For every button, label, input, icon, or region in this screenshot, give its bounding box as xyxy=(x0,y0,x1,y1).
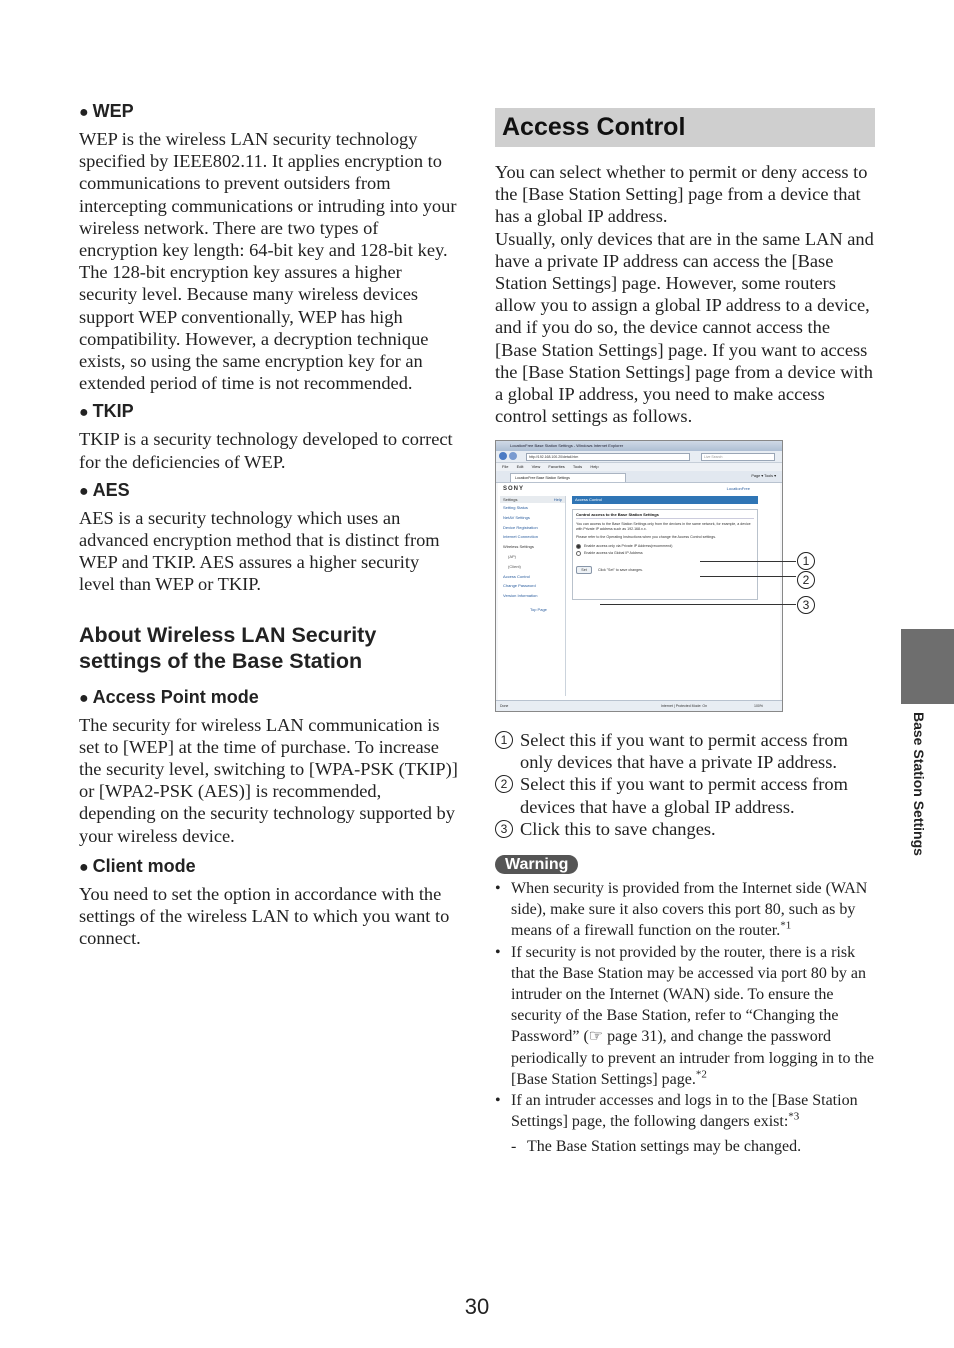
radio-global-ip: Enable access via Global IP Address xyxy=(576,551,754,556)
wep-heading: ● WEP xyxy=(79,101,134,121)
ap-mode-heading: ● Access Point mode xyxy=(79,686,259,707)
box-text: You can access to the Base Station Settings only from the devices in the same network, for example, a device with Private IP address such as 192.168.x.x. xyxy=(576,522,751,531)
settings-main xyxy=(572,496,758,600)
callout-number-2: 2 xyxy=(797,571,815,589)
menu-item: View xyxy=(531,464,541,469)
aes-heading: ● AES xyxy=(79,479,130,500)
set-hint: Click "Set" to save changes. xyxy=(598,568,643,572)
menu-item: Help xyxy=(590,464,599,469)
sidebar-item: NetAV Settings xyxy=(503,514,530,520)
intro-paragraph-2: Usually, only devices that are in the same LAN and have a private IP address can access the [Base Station Settings] page. However, some routers allow you to assign a global IP address to a device, and if you do so, the device cannot access the [Base Station Settings] page. If you want to access the [Base Station Settings] page from a device with a global IP address, you need to make access control settings as follows. xyxy=(495,228,874,427)
status-bar xyxy=(496,700,782,711)
bullet-icon: ● xyxy=(79,404,89,422)
bullet-icon: ● xyxy=(79,482,89,500)
forward-icon xyxy=(509,452,517,460)
sidebar-item: Version Information xyxy=(503,593,538,599)
box-title: Control access to the Base Station Settings xyxy=(576,512,754,519)
tkip-body: TKIP is a security technology developed to correct for the deficiencies of WEP. xyxy=(79,429,453,472)
page-number: 30 xyxy=(464,1294,490,1319)
about-section-title: About Wireless LAN Security settings of the Base Station xyxy=(79,622,377,673)
callout-number-3: 3 xyxy=(797,596,815,614)
help-link: Help xyxy=(553,497,562,502)
sidebar-subitem: (Client) xyxy=(508,563,521,569)
step-item: 1 Select this if you want to permit access from only devices that have a private IP address. xyxy=(495,729,875,773)
side-tab-marker xyxy=(901,629,954,704)
sony-logo: SONY xyxy=(503,486,525,492)
menu-bar xyxy=(496,463,782,471)
tkip-heading: ● TKIP xyxy=(79,401,134,422)
address-bar xyxy=(496,451,782,463)
intro-paragraph-1: You can select whether to permit or deny access to the [Base Station Setting] page from a device that has a global IP address. xyxy=(495,162,868,227)
menu-item: Favorites xyxy=(548,464,565,469)
set-button: Set xyxy=(576,566,592,574)
sidebar-item: Device Registration xyxy=(503,524,538,530)
callout-line-3 xyxy=(600,604,796,605)
warning-item: • When security is provided from the Internet side (WAN side), make sure it also covers this port 80, such as by means of a firewall function on the router.$^{*1}$ xyxy=(495,880,868,940)
radio-empty-icon xyxy=(576,551,581,556)
toolbar-right: Page ▾ Tools ▾ xyxy=(751,474,776,478)
step-number: 1 xyxy=(495,731,513,749)
locationfree-logo: LocationFree xyxy=(726,486,750,491)
status-text: Done xyxy=(500,704,509,708)
aes-body: AES is a security technology which uses an advanced encryption method that is distinct from WEP and TKIP. AES assures a higher security level than WEP or TKIP. xyxy=(79,507,440,595)
access-control-box xyxy=(572,509,758,600)
set-row xyxy=(576,566,754,574)
sidebar-item: Access Control xyxy=(503,573,530,579)
client-mode-heading: ● Client mode xyxy=(79,855,196,876)
ap-mode-body: The security for wireless LAN communication is set to [WEP] at the time of purchase. To increase the security level, switching to [WPA-PSK (TKIP)] or [WPA2-PSK (AES)] is recommended, depending on the security technology supported by your wireless device. xyxy=(79,714,458,846)
side-section-label: Base Station Settings xyxy=(911,712,927,856)
tab-bar xyxy=(496,471,782,483)
warning-list xyxy=(495,878,875,1132)
step-item: 3 Click this to save changes. xyxy=(495,818,875,840)
back-icon xyxy=(499,452,507,460)
step-number: 2 xyxy=(495,775,513,793)
menu-item: Tools xyxy=(572,464,583,469)
warning-item: • If security is not provided by the router, there is a risk that the Base Station may be accessed via port 80 by an intruder on the Internet (WAN) side. To ensure the security of the Base Station, refer to “Changing the Password” (☞ page 31), and change the password periodically to prevent an intruder from logging in to the [Base Station Settings] page.$^{*2}$ xyxy=(495,943,875,1088)
wep-body: WEP is the wireless LAN security technology specified by IEEE802.11. It applies encryption to communications to prevent outsiders from intercepting communications or intruding into your wireless network. There are two types of encryption key length: 64-bit key and 128-bit key. The 128-bit encryption key assures a higher security level. Because many wireless devices support WEP conventionally, WEP has high compatibility. However, a decryption technique exists, so using the same encryption key for an extended period of time is not recommended. xyxy=(79,129,457,394)
sidebar-header: Settings Help xyxy=(500,496,565,503)
bullet-icon: ● xyxy=(79,104,89,121)
main-header: Access Control xyxy=(572,496,758,504)
top-page-link: Top Page xyxy=(530,606,547,612)
settings-sidebar xyxy=(500,496,566,696)
sidebar-item: Internet Connection xyxy=(503,534,538,540)
web-page xyxy=(498,483,780,701)
radio-selected-icon xyxy=(576,544,581,549)
client-mode-body: You need to set the option in accordance with the settings of the wireless LAN to which you want to connect. xyxy=(79,883,450,949)
menu-item: File xyxy=(502,464,509,469)
warning-section xyxy=(495,855,875,1158)
url-field: http://192.168.100.20/detail.htm xyxy=(526,453,690,461)
window-titlebar: LocationFree Base Station Settings - Windows Internet Explorer xyxy=(496,441,782,451)
warning-badge: Warning xyxy=(495,855,578,874)
access-control-title: Access Control xyxy=(495,108,875,147)
callout-line-2 xyxy=(700,576,796,577)
steps-block xyxy=(495,729,875,1158)
sidebar-item: Change Password xyxy=(503,583,536,589)
box-text: Please refer to the Operating Instructions when you change the Access Control settings. xyxy=(576,535,717,539)
step-number: 3 xyxy=(495,820,513,838)
sidebar-item: Wireless Settings xyxy=(503,544,534,550)
browser-tab: LocationFree Base Station Settings xyxy=(510,473,626,482)
warning-item: • If an intruder accesses and logs in to the [Base Station Settings] page, the following dangers exist:$^{*3}$ xyxy=(495,1092,858,1131)
dash-item: - The Base Station settings may be changed. xyxy=(511,1138,802,1156)
callout-number-1: 1 xyxy=(797,552,815,570)
bullet-icon: ● xyxy=(79,689,89,707)
left-column xyxy=(79,100,459,949)
menu-item: Edit xyxy=(516,464,524,469)
sidebar-subitem: (AP) xyxy=(508,553,516,559)
callout-line-1 xyxy=(700,561,796,562)
status-zone: Internet | Protected Mode: On xyxy=(661,704,708,708)
step-item: 2 Select this if you want to permit access from devices that have a global IP address. xyxy=(495,773,875,817)
bullet-icon: ● xyxy=(79,858,89,876)
steps-list xyxy=(495,729,875,840)
radio-private-ip: Enable access only via Private IP Address(recommend) xyxy=(576,544,754,549)
status-zoom: 100% xyxy=(754,704,763,708)
right-column xyxy=(495,108,875,427)
search-field: Live Search xyxy=(701,453,775,461)
sidebar-item: Setting Status xyxy=(503,505,528,510)
